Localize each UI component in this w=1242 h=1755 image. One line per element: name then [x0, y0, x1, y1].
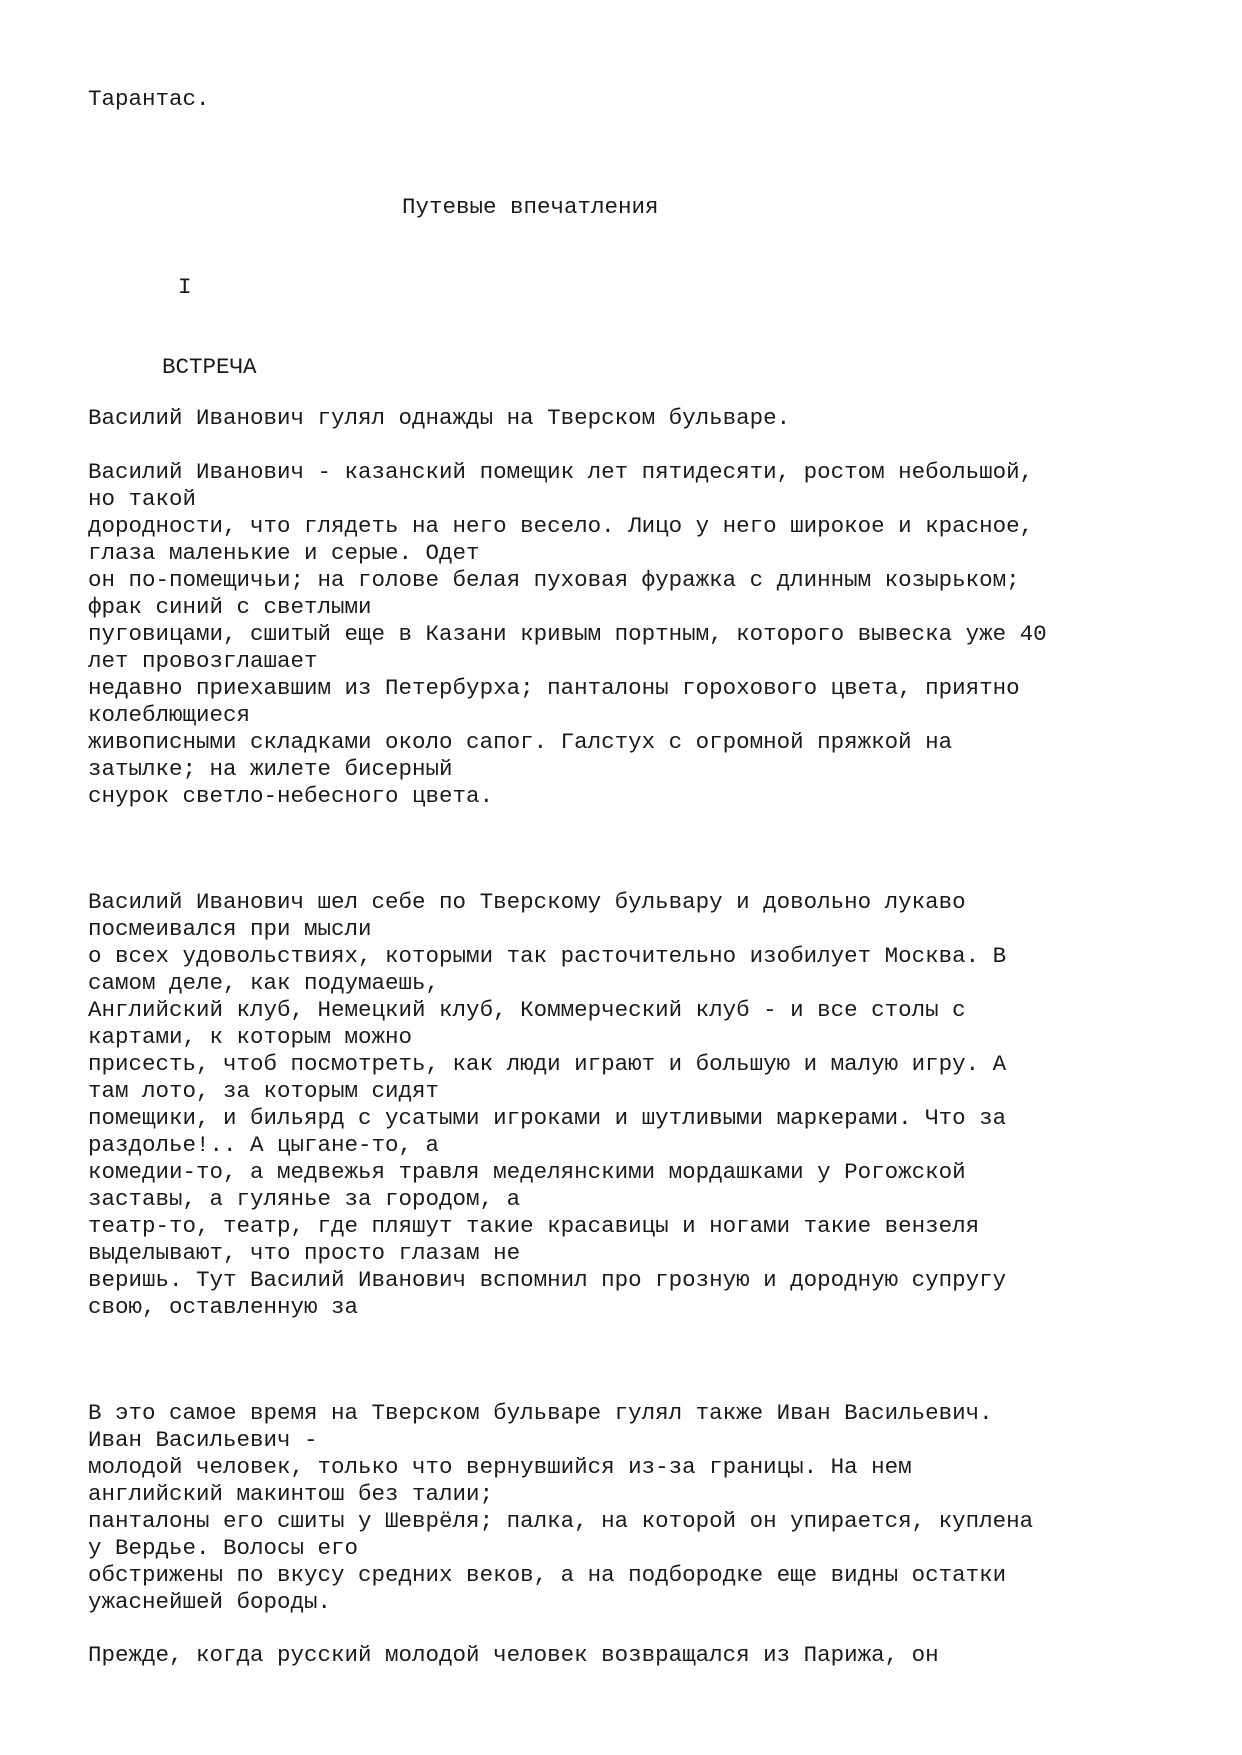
document-title: Тарантас.	[88, 86, 210, 112]
text-line: там лото, за которым сидят	[88, 1078, 440, 1104]
paragraph	[88, 1642, 939, 1669]
text-line: английский макинтош без талии;	[88, 1481, 494, 1507]
paragraph	[88, 459, 1047, 810]
document-subtitle: Путевые впечатления	[402, 194, 659, 220]
text-line: ужаснейшей бороды.	[88, 1589, 332, 1615]
paragraph	[88, 889, 1006, 1321]
text-line: свою, оставленную за	[88, 1294, 359, 1320]
text-line: пуговицами, сшитый еще в Казани кривым портным, которого вывеска уже 40	[88, 621, 1047, 647]
text-line: театр-то, театр, где пляшут такие красавицы и ногами такие вензеля	[88, 1213, 980, 1239]
text-line: недавно приехавшим из Петербурха; панталоны горохового цвета, приятно	[88, 675, 1020, 701]
text-line: обстрижены по вкусу средних веков, а на подбородке еще видны остатки	[88, 1562, 1007, 1588]
text-line: присесть, чтоб посмотреть, как люди играют и большую и малую игру. А	[88, 1051, 1007, 1077]
chapter-title: ВСТРЕЧА	[162, 354, 257, 380]
text-line: помещики, и бильярд с усатыми игроками и шутливыми маркерами. Что за	[88, 1105, 1007, 1131]
text-line: молодой человек, только что вернувшийся из-за границы. На нем	[88, 1454, 912, 1480]
text-line: заставы, а гулянье за городом, а	[88, 1186, 521, 1212]
text-line: посмеивался при мысли	[88, 916, 372, 942]
text-line: он по-помещичьи; на голове белая пуховая фуражка с длинным козырьком;	[88, 567, 1020, 593]
text-line: Прежде, когда русский молодой человек возвращался из Парижа, он	[88, 1642, 939, 1668]
text-line: веришь. Тут Василий Иванович вспомнил про грозную и дородную супругу	[88, 1267, 1007, 1293]
text-line: колеблющиеся	[88, 702, 251, 728]
text-line: лет провозглашает	[88, 648, 318, 674]
text-line: В это самое время на Тверском бульваре гулял также Иван Васильевич.	[88, 1400, 993, 1426]
text-line: Василий Иванович - казанский помещик лет пятидесяти, ростом небольшой,	[88, 459, 1034, 485]
text-line: о всех удовольствиях, которыми так расточительно изобилует Москва. В	[88, 943, 1007, 969]
text-line: Английский клуб, Немецкий клуб, Коммерческий клуб - и все столы с	[88, 997, 966, 1023]
paragraph	[88, 1400, 1033, 1616]
text-line: но такой	[88, 486, 197, 512]
paragraph	[88, 405, 790, 432]
text-line: самом деле, как подумаешь,	[88, 970, 440, 996]
text-line: выделывают, что просто глазам не	[88, 1240, 521, 1266]
text-line: Иван Васильевич -	[88, 1427, 318, 1453]
text-line: живописными складками около сапог. Галстух с огромной пряжкой на	[88, 729, 953, 755]
text-line: комедии-то, а медвежья травля меделянскими мордашками у Рогожской	[88, 1159, 966, 1185]
chapter-number: I	[178, 274, 192, 300]
text-line: панталоны его сшиты у Шеврёля; палка, на которой он упирается, куплена	[88, 1508, 1034, 1534]
text-line: глаза маленькие и серые. Одет	[88, 540, 480, 566]
text-line: снурок светло-небесного цвета.	[88, 783, 494, 809]
text-line: раздолье!.. А цыгане-то, а	[88, 1132, 440, 1158]
text-line: затылке; на жилете бисерный	[88, 756, 453, 782]
text-line: Василий Иванович гулял однажды на Тверском бульваре.	[88, 405, 791, 431]
text-line: картами, к которым можно	[88, 1024, 413, 1050]
text-line: дородности, что глядеть на него весело. Лицо у него широкое и красное,	[88, 513, 1034, 539]
text-line: фрак синий с светлыми	[88, 594, 372, 620]
text-line: Василий Иванович шел себе по Тверскому бульвару и довольно лукаво	[88, 889, 966, 915]
text-line: у Вердье. Волосы его	[88, 1535, 359, 1561]
